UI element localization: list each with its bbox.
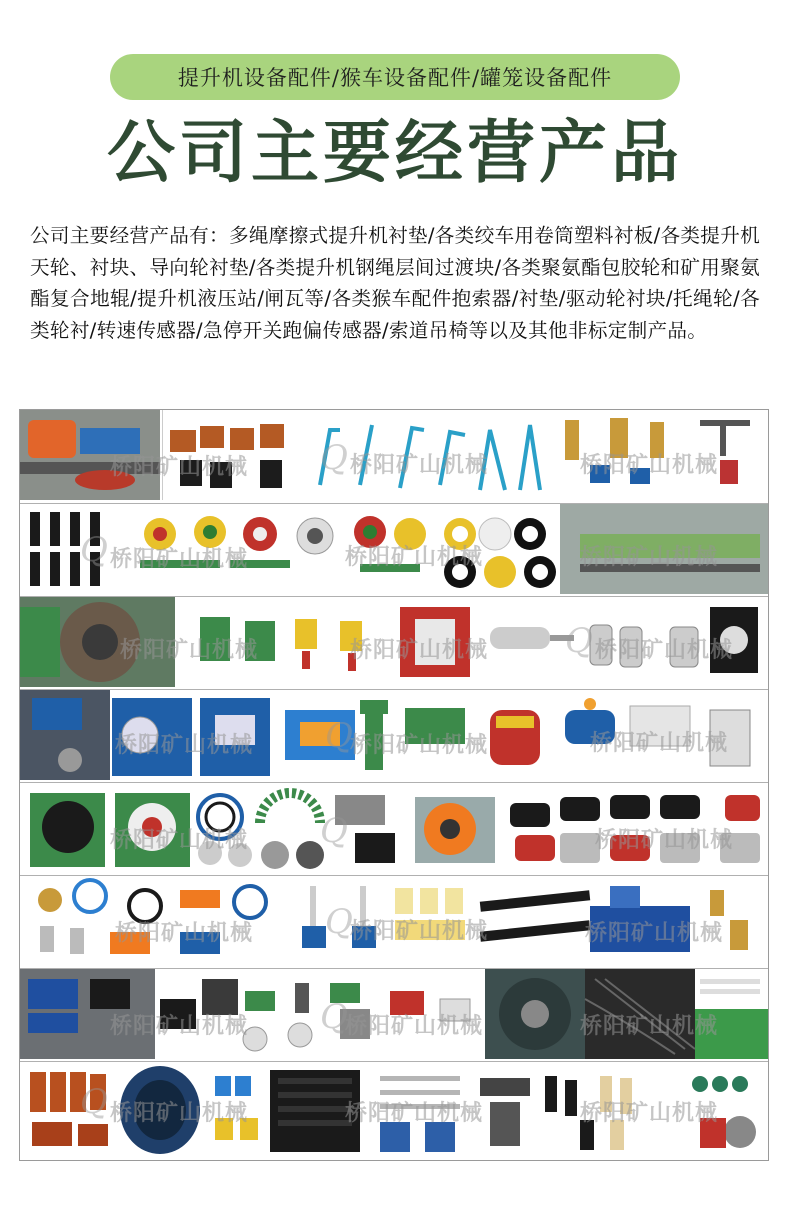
watermark: 桥阳矿山机械 xyxy=(115,921,254,946)
watermark: 桥阳矿山机械 xyxy=(580,1101,719,1126)
category-banner xyxy=(110,54,680,100)
watermark: 桥阳矿山机械 xyxy=(595,638,734,663)
watermark: 桥阳矿山机械 xyxy=(580,545,719,570)
watermark-logo: Q xyxy=(325,902,353,942)
switches-and-hydraulic-station-row xyxy=(20,875,768,966)
watermark-logo: Q xyxy=(80,1082,108,1122)
watermark: 桥阳矿山机械 xyxy=(350,638,489,663)
page-title: 公司主要经营产品 xyxy=(106,114,683,193)
watermark: 桥阳矿山机械 xyxy=(110,828,249,853)
watermark: 桥阳矿山机械 xyxy=(585,921,724,946)
watermark: 桥阳矿山机械 xyxy=(580,1014,719,1039)
brakes-and-hydraulics-row xyxy=(20,596,768,687)
watermark: 桥阳矿山机械 xyxy=(110,1101,249,1126)
watermark: 桥阳矿山机械 xyxy=(350,919,489,944)
watermark-logo: Q xyxy=(320,997,348,1037)
wheels-and-linings-row xyxy=(20,782,768,873)
watermark: 桥阳矿山机械 xyxy=(120,638,259,663)
watermark-logo: Q xyxy=(80,530,108,570)
watermark: 桥阳矿山机械 xyxy=(110,455,249,480)
watermark: 桥阳矿山机械 xyxy=(595,828,734,853)
watermark: 桥阳矿山机械 xyxy=(110,547,249,572)
product-gallery xyxy=(19,409,769,1161)
watermark: 桥阳矿山机械 xyxy=(345,1101,484,1126)
valves-and-rope-drums-row xyxy=(20,968,768,1059)
watermark: 桥阳矿山机械 xyxy=(110,1014,249,1039)
watermark-logo: Q xyxy=(325,716,353,756)
category-banner-text: 提升机设备配件/猴车设备配件/罐笼设备配件 xyxy=(177,66,613,90)
watermark: 桥阳矿山机械 xyxy=(115,733,254,758)
watermark: 桥阳矿山机械 xyxy=(350,733,489,758)
pulleys-and-rollers-row xyxy=(20,503,768,594)
hoist-liners-and-chairs-row xyxy=(20,410,768,500)
watermark: 桥阳矿山机械 xyxy=(345,1014,484,1039)
watermark-logo: Q xyxy=(320,811,348,851)
control-boxes-and-sensors-row xyxy=(20,689,768,780)
blocks-and-misc-parts-row xyxy=(20,1061,768,1158)
intro-paragraph: 公司主要经营产品有：多绳摩擦式提升机衬垫/各类绞车用卷筒塑料衬板/各类提升机天轮、衬块、导向轮衬垫/各类提升机钢绳层间过渡块/各类聚氨酯包胶轮和矿用聚氨酯复合地辊/提升机液压站/闸瓦等/各类猴车配件抱索器/衬垫/驱动轮衬块/托绳轮/各类轮衬/转速传感器/急停开关跑偏传感器/索道吊椅等以及其他非标定制产品。 xyxy=(30,224,760,342)
watermark-logo: Q xyxy=(565,621,593,661)
watermark: 桥阳矿山机械 xyxy=(590,731,729,756)
watermark: 桥阳矿山机械 xyxy=(345,545,484,570)
watermark: 桥阳矿山机械 xyxy=(350,453,489,478)
watermark-logo: Q xyxy=(320,438,348,478)
watermark: 桥阳矿山机械 xyxy=(580,453,719,478)
